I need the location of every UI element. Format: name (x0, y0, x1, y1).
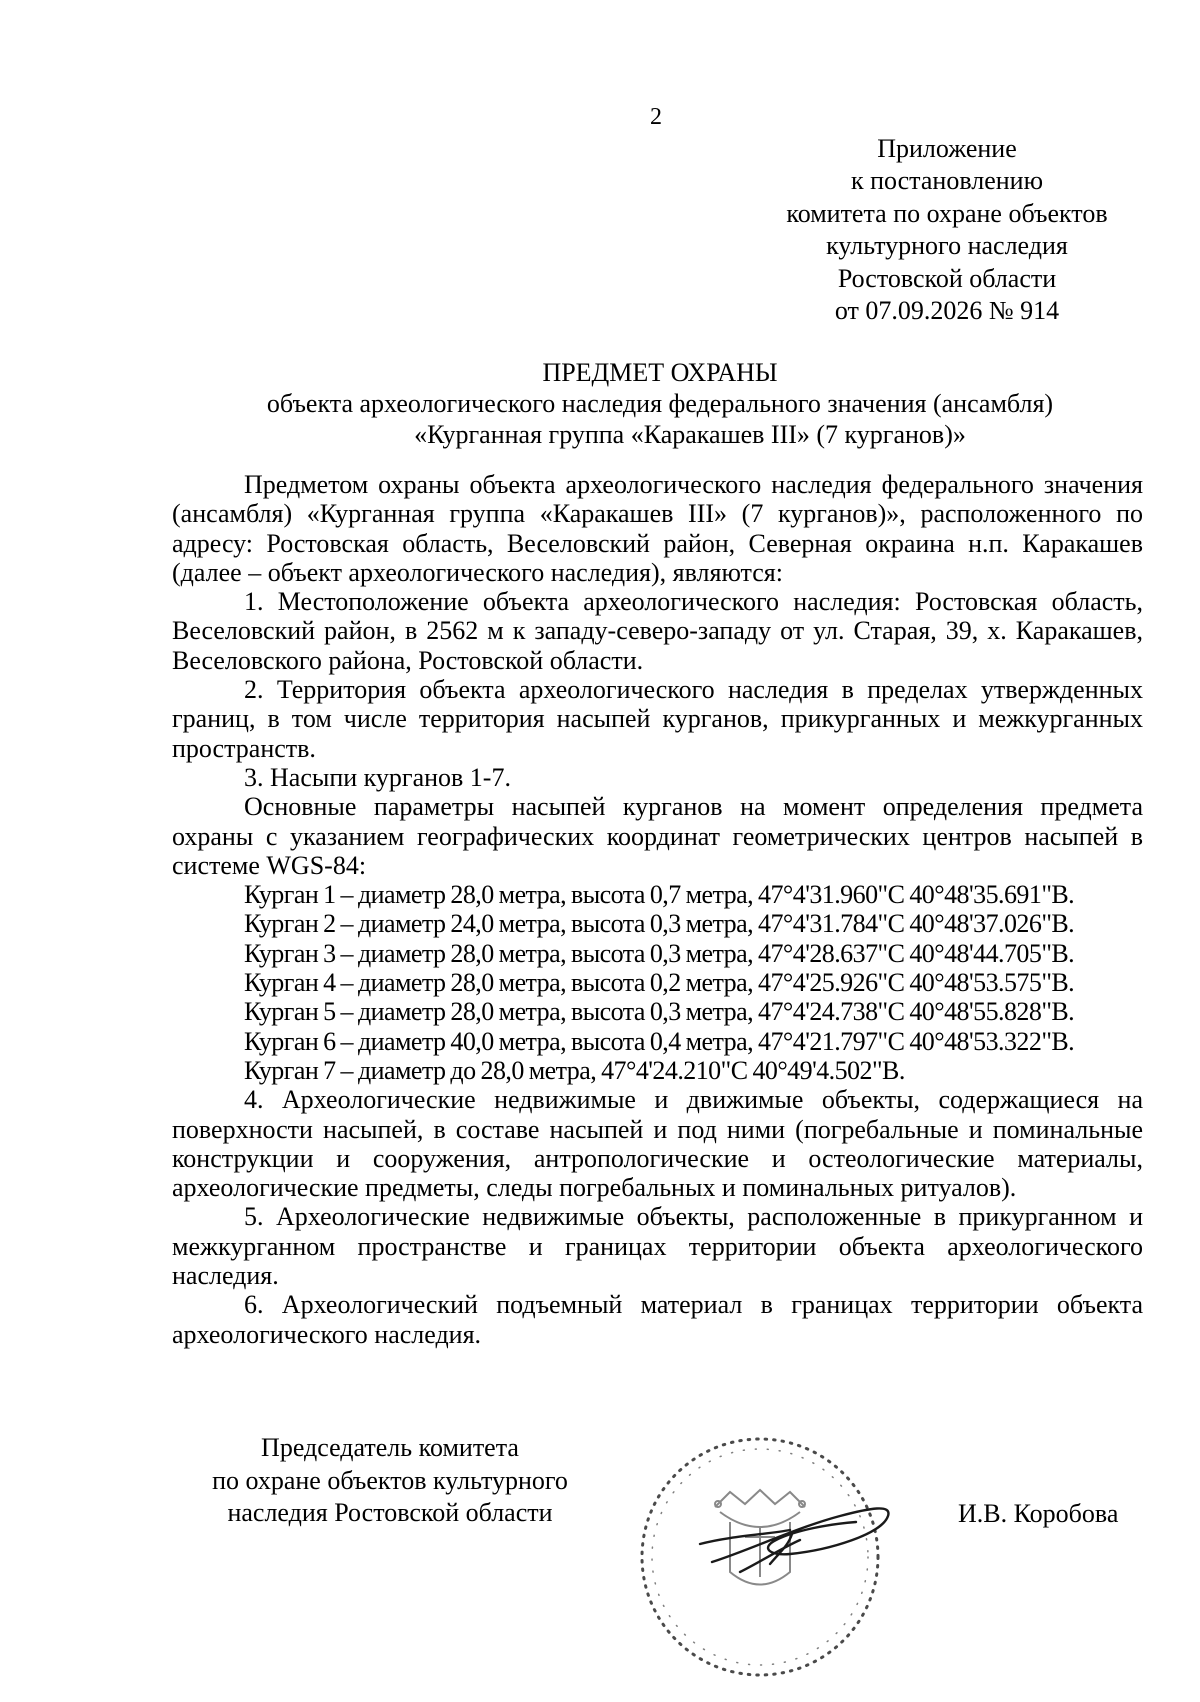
item-6-paragraph: 6. Археологический подъемный материал в границах территории объекта археологического наследия. (172, 1290, 1143, 1349)
document-body (172, 470, 1143, 1349)
title-line-2: объекта археологического наследия федерального значения (ансамбля) (266, 389, 1054, 418)
signer-position-line: наследия Ростовской области (227, 1498, 553, 1527)
title-line-3: «Курганная группа «Каракашев III» (7 курганов)» (414, 420, 966, 449)
params-paragraph: Основные параметры насыпей курганов на момент определения предмета охраны с указанием географических координат геометрических центров насыпей в системе WGS-84: (172, 792, 1143, 880)
kurgan-line: Курган 3 – диаметр 28,0 метра, высота 0,3 метра, 47°4'28.637"С 40°48'44.705"В. (244, 938, 1075, 968)
kurgan-line: Курган 5 – диаметр 28,0 метра, высота 0,3 метра, 47°4'24.738"С 40°48'55.828"В. (244, 997, 1075, 1027)
page-number: 2 (650, 104, 662, 130)
appendix-line: от 07.09.2026 № 914 (834, 296, 1060, 326)
appendix-line: комитета по охране объектов (786, 198, 1108, 228)
official-seal-icon (620, 1412, 920, 1702)
item-1-paragraph: 1. Местоположение объекта археологического наследия: Ростовская область, Веселовский район, в 2562 м к западу-северо-западу от ул. Старая, 39, х. Каракашев, Веселовского района, Ростовской области. (172, 587, 1143, 675)
kurgan-line: Курган 7 – диаметр до 28,0 метра, 47°4'24.210"С 40°49'4.502"В. (244, 1055, 905, 1085)
kurgan-line: Курган 6 – диаметр 40,0 метра, высота 0,4 метра, 47°4'21.797"С 40°48'53.322"В. (244, 1026, 1075, 1056)
signer-position (190, 1432, 590, 1530)
document-title (200, 357, 1120, 450)
title-line-1: ПРЕДМЕТ ОХРАНЫ (542, 358, 778, 387)
appendix-line: к постановлению (850, 166, 1044, 196)
appendix-header (752, 133, 1142, 327)
kurgan-line: Курган 2 – диаметр 24,0 метра, высота 0,3 метра, 47°4'31.784"С 40°48'37.026"В. (244, 909, 1075, 939)
signer-position-line: Председатель комитета (261, 1433, 519, 1462)
appendix-line: Приложение (877, 134, 1017, 163)
appendix-line: Ростовской области (837, 263, 1057, 293)
signer-name: И.В. Коробова (958, 1499, 1119, 1528)
item-5-paragraph: 5. Археологические недвижимые объекты, расположенные в прикурганном и межкурганном пространстве и границах территории объекта археологического наследия. (172, 1202, 1143, 1291)
item-3-paragraph: 3. Насыпи курганов 1-7. (244, 762, 511, 792)
kurgan-line: Курган 1 – диаметр 28,0 метра, высота 0,7 метра, 47°4'31.960"С 40°48'35.691"В. (244, 880, 1075, 910)
signer-position-line: по охране объектов культурного (212, 1465, 568, 1495)
kurgan-line: Курган 4 – диаметр 28,0 метра, высота 0,2 метра, 47°4'25.926"С 40°48'53.575"В. (244, 968, 1075, 998)
item-2-paragraph: 2. Территория объекта археологического наследия в пределах утвержденных границ, в том числе территория насыпей курганов, прикурганных и межкурганных пространств. (172, 675, 1143, 763)
intro-paragraph: Предметом охраны объекта археологического наследия федерального значения (ансамбля) «Курганная группа «Каракашев III» (7 курганов)», расположенного по адресу: Ростовская область, Веселовский район, Северная окраина н.п. Каракашев (далее – объект археологического наследия), являются: (172, 470, 1143, 587)
item-4-paragraph: 4. Археологические недвижимые и движимые объекты, содержащиеся на поверхности насыпей, в составе насыпей и под ними (погребальные и поминальные конструкции и сооружения, антропологические и остеологические материалы, археологические предметы, следы погребальных и поминальных ритуалов). (172, 1085, 1143, 1203)
appendix-line: культурного наследия (826, 231, 1068, 261)
